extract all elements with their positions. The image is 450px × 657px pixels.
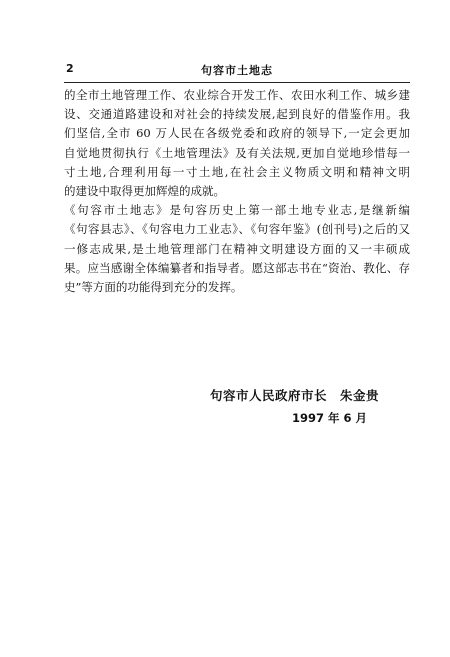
page-number: 2: [66, 62, 74, 75]
text-line: 果。应当感谢全体编纂者和指导者。愿这部志书在“资治、教化、存: [64, 260, 410, 275]
text-line: 的全市土地管理工作、农业综合开发工作、农田水利工作、城乡建: [64, 88, 410, 102]
page-header: [66, 62, 408, 80]
signature-date: 1997 年 6 月: [292, 411, 368, 425]
text-line: 自觉地贯彻执行《土地管理法》及有关法规,更加自觉地珍惜每一: [64, 145, 410, 160]
text-line: 设、交通道路建设和对社会的持续发展,起到良好的借鉴作用。我: [64, 107, 410, 122]
running-title: 句容市土地志: [201, 64, 273, 77]
text-line: 们坚信,全市 60 万人民在各级党委和政府的领导下,一定会更加: [64, 126, 410, 141]
header-rule: [64, 82, 410, 83]
text-line: 《句容市土地志》是句容历史上第一部土地专业志,是继新编: [64, 203, 410, 218]
text-line: 《句容县志》、《句容电力工业志》、《句容年鉴》(创刊号)之后的又: [64, 222, 410, 237]
body-text: [64, 86, 410, 297]
text-line: 一修志成果,是土地管理部门在精神文明建设方面的又一丰硕成: [64, 241, 410, 256]
signature-name: 句容市人民政府市长 朱金贵: [210, 388, 380, 403]
text-line: 史”等方面的功能得到充分的发挥。: [64, 280, 243, 295]
text-line: 寸土地,合理利用每一寸土地,在社会主义物质文明和精神文明: [64, 164, 410, 179]
text-line: 的建设中取得更加辉煌的成就。: [64, 184, 225, 199]
